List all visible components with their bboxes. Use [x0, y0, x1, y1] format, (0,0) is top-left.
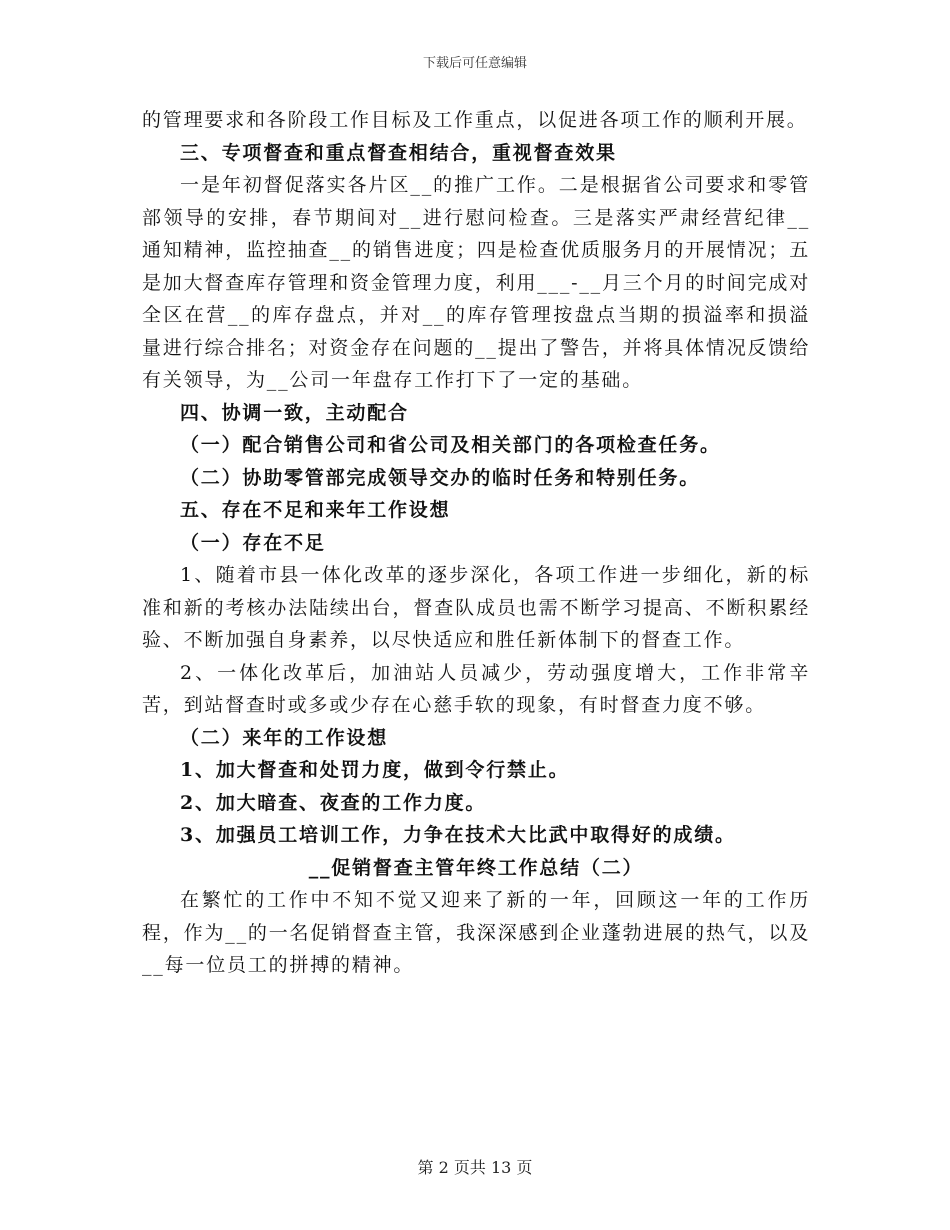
paragraph-continuation: 的管理要求和各阶段工作目标及工作重点，以促进各项工作的顺利开展。: [142, 109, 808, 131]
plan-item-1: 1、加大督查和处罚力度，做到令行禁止。: [180, 759, 570, 781]
page-footer: 第 2 页共 13 页: [417, 1158, 533, 1177]
subheading-4-1: （一）配合销售公司和省公司及相关部门的各项检查任务。: [180, 434, 721, 456]
section-heading-3: 三、专项督查和重点督查相结合，重视督查效果: [180, 141, 617, 164]
section-heading-4: 四、协调一致，主动配合: [180, 401, 409, 424]
subheading-5-1: （一）存在不足: [180, 531, 326, 554]
subheading-4-2: （二）协助零管部完成领导交办的临时任务和特别任务。: [180, 466, 701, 489]
paragraph-shortcoming-1: 1、随着市县一体化改革的逐步深化，各项工作进一步细化，新的标准和新的考核办法陆续出台，督查队成员也需不断学习提高、不断积累经验、不断加强自身素养，以尽快适应和胜任新体制下的督查工作。: [142, 564, 810, 651]
plan-item-3: 3、加强员工培训工作，力争在技术大比武中取得好的成绩。: [180, 824, 736, 846]
section-heading-5: 五、存在不足和来年工作设想: [180, 499, 451, 521]
paragraph-shortcoming-2: 2、一体化改革后，加油站人员减少，劳动强度增大，工作非常辛苦，到站督查时或多或少存在心慈手软的现象，有时督查力度不够。: [142, 661, 810, 716]
paragraph-intro-part-2: 在繁忙的工作中不知不觉又迎来了新的一年，回顾这一年的工作历程，作为__的一名促销督查主管，我深深感到企业蓬勃进展的热气，以及__每一位员工的拼搏的精神。: [142, 889, 810, 976]
document-body: [142, 104, 810, 982]
paragraph-inspection-tasks: 一是年初督促落实各片区__的推广工作。二是根据省公司要求和零管部领导的安排，春节期间对__进行慰问检查。三是落实严肃经营纪律__通知精神，监控抽查__的销售进度；四是检查优质服务月的开展情况；五是加大督查库存管理和资金管理力度，利用___-__月三个月的时间完成对全区在营__的库存盘点，并对__的库存管理按盘点当期的损溢率和损溢量进行综合排名；对资金存在问题的__提出了警告，并将具体情况反馈给有关领导，为__公司一年盘存工作打下了一定的基础。: [142, 174, 810, 391]
plan-item-2: 2、加大暗查、夜查的工作力度。: [180, 791, 487, 814]
subheading-5-2: （二）来年的工作设想: [180, 726, 389, 749]
page-header: 下载后可任意编辑: [422, 56, 527, 71]
document-title-part-2: __促销督查主管年终工作总结（二）: [308, 856, 644, 879]
